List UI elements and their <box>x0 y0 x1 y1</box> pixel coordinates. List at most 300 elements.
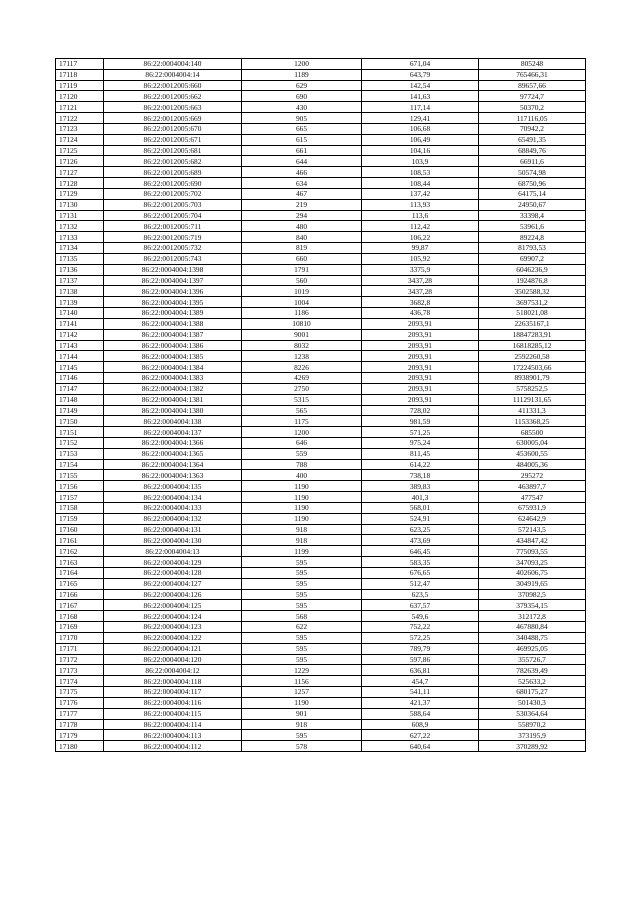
specific-value-cell: 614,22 <box>362 459 479 470</box>
area-cell: 918 <box>242 719 362 730</box>
cadastral-number-cell: 86:22:0004004:126 <box>104 589 242 600</box>
table-row <box>56 697 586 708</box>
row-number-cell: 17127 <box>56 167 104 178</box>
cadastral-number-cell: 86:22:0004004:1384 <box>104 362 242 373</box>
row-number-cell: 17130 <box>56 199 104 210</box>
row-number-cell: 17117 <box>56 59 104 70</box>
row-number-cell: 17128 <box>56 178 104 189</box>
cadastral-number-cell: 86:22:0012005:704 <box>104 210 242 221</box>
cadastral-number-cell: 86:22:0004004:1382 <box>104 383 242 394</box>
specific-value-cell: 2093,91 <box>362 329 479 340</box>
table-row <box>56 329 586 340</box>
table-row <box>56 156 586 167</box>
specific-value-cell: 112,42 <box>362 221 479 232</box>
specific-value-cell: 106,68 <box>362 123 479 134</box>
cadastral-value-cell: 70942,2 <box>479 123 586 134</box>
cadastral-number-cell: 86:22:0004004:1364 <box>104 459 242 470</box>
cadastral-value-cell: 572143,5 <box>479 524 586 535</box>
cadastral-value-cell: 97724,7 <box>479 91 586 102</box>
cadastral-number-cell: 86:22:0004004:132 <box>104 513 242 524</box>
row-number-cell: 17126 <box>56 156 104 167</box>
area-cell: 1200 <box>242 427 362 438</box>
specific-value-cell: 113,93 <box>362 199 479 210</box>
row-number-cell: 17136 <box>56 264 104 275</box>
specific-value-cell: 637,57 <box>362 600 479 611</box>
area-cell: 1190 <box>242 697 362 708</box>
table-row <box>56 502 586 513</box>
specific-value-cell: 421,37 <box>362 697 479 708</box>
cadastral-value-cell: 530364,64 <box>479 708 586 719</box>
cadastral-number-cell: 86:22:0004004:131 <box>104 524 242 535</box>
cadastral-value-table <box>55 58 586 752</box>
cadastral-value-cell: 69907,2 <box>479 253 586 264</box>
specific-value-cell: 104,16 <box>362 145 479 156</box>
row-number-cell: 17133 <box>56 232 104 243</box>
row-number-cell: 17155 <box>56 470 104 481</box>
table-row <box>56 351 586 362</box>
area-cell: 565 <box>242 405 362 416</box>
row-number-cell: 17178 <box>56 719 104 730</box>
row-number-cell: 17129 <box>56 188 104 199</box>
row-number-cell: 17146 <box>56 373 104 384</box>
area-cell: 819 <box>242 243 362 254</box>
specific-value-cell: 106,22 <box>362 232 479 243</box>
row-number-cell: 17174 <box>56 676 104 687</box>
row-number-cell: 17151 <box>56 427 104 438</box>
specific-value-cell: 752,22 <box>362 622 479 633</box>
area-cell: 1791 <box>242 264 362 275</box>
area-cell: 8032 <box>242 340 362 351</box>
cadastral-value-cell: 6046236,9 <box>479 264 586 275</box>
area-cell: 430 <box>242 102 362 113</box>
cadastral-number-cell: 86:22:0004004:134 <box>104 492 242 503</box>
cadastral-number-cell: 86:22:0012005:662 <box>104 91 242 102</box>
row-number-cell: 17125 <box>56 145 104 156</box>
cadastral-value-cell: 50370,2 <box>479 102 586 113</box>
area-cell: 1200 <box>242 59 362 70</box>
cadastral-number-cell: 86:22:0004004:1380 <box>104 405 242 416</box>
row-number-cell: 17131 <box>56 210 104 221</box>
cadastral-value-cell: 477547 <box>479 492 586 503</box>
cadastral-value-cell: 8938901,79 <box>479 373 586 384</box>
cadastral-number-cell: 86:22:0004004:120 <box>104 654 242 665</box>
cadastral-value-cell: 501430,3 <box>479 697 586 708</box>
cadastral-number-cell: 86:22:0004004:1387 <box>104 329 242 340</box>
table-row <box>56 611 586 622</box>
cadastral-value-cell: 402606,75 <box>479 567 586 578</box>
table-row <box>56 578 586 589</box>
cadastral-number-cell: 86:22:0012005:671 <box>104 134 242 145</box>
cadastral-number-cell: 86:22:0012005:669 <box>104 113 242 124</box>
table-row <box>56 167 586 178</box>
specific-value-cell: 623,5 <box>362 589 479 600</box>
row-number-cell: 17179 <box>56 730 104 741</box>
area-cell: 219 <box>242 199 362 210</box>
cadastral-number-cell: 86:22:0004004:1389 <box>104 308 242 319</box>
table-row <box>56 730 586 741</box>
area-cell: 595 <box>242 654 362 665</box>
row-number-cell: 17175 <box>56 687 104 698</box>
table-row <box>56 59 586 70</box>
table-row <box>56 199 586 210</box>
table-row <box>56 708 586 719</box>
table-row <box>56 69 586 80</box>
cadastral-number-cell: 86:22:0004004:125 <box>104 600 242 611</box>
row-number-cell: 17120 <box>56 91 104 102</box>
table-row <box>56 643 586 654</box>
area-cell: 595 <box>242 730 362 741</box>
table-row <box>56 654 586 665</box>
cadastral-number-cell: 86:22:0012005:703 <box>104 199 242 210</box>
cadastral-value-cell: 50574,98 <box>479 167 586 178</box>
specific-value-cell: 117,14 <box>362 102 479 113</box>
cadastral-number-cell: 86:22:0004004:1396 <box>104 286 242 297</box>
cadastral-value-cell: 89657,66 <box>479 80 586 91</box>
area-cell: 660 <box>242 253 362 264</box>
row-number-cell: 17119 <box>56 80 104 91</box>
row-number-cell: 17141 <box>56 318 104 329</box>
area-cell: 595 <box>242 600 362 611</box>
area-cell: 466 <box>242 167 362 178</box>
cadastral-value-cell: 463897,7 <box>479 481 586 492</box>
area-cell: 1238 <box>242 351 362 362</box>
row-number-cell: 17173 <box>56 665 104 676</box>
table-body <box>56 59 586 752</box>
table-row <box>56 513 586 524</box>
row-number-cell: 17145 <box>56 362 104 373</box>
specific-value-cell: 676,65 <box>362 567 479 578</box>
cadastral-number-cell: 86:22:0012005:690 <box>104 178 242 189</box>
area-cell: 2750 <box>242 383 362 394</box>
area-cell: 1190 <box>242 513 362 524</box>
area-cell: 480 <box>242 221 362 232</box>
cadastral-value-cell: 312172,8 <box>479 611 586 622</box>
specific-value-cell: 3375,9 <box>362 264 479 275</box>
specific-value-cell: 623,25 <box>362 524 479 535</box>
cadastral-value-cell: 775093,55 <box>479 546 586 557</box>
table-row <box>56 134 586 145</box>
cadastral-number-cell: 86:22:0004004:121 <box>104 643 242 654</box>
cadastral-number-cell: 86:22:0004004:135 <box>104 481 242 492</box>
table-row <box>56 567 586 578</box>
specific-value-cell: 568,01 <box>362 502 479 513</box>
area-cell: 1019 <box>242 286 362 297</box>
table-row <box>56 113 586 124</box>
cadastral-value-cell: 453600,55 <box>479 448 586 459</box>
table-row <box>56 91 586 102</box>
specific-value-cell: 588,64 <box>362 708 479 719</box>
area-cell: 1186 <box>242 308 362 319</box>
specific-value-cell: 473,69 <box>362 535 479 546</box>
specific-value-cell: 597,86 <box>362 654 479 665</box>
area-cell: 1190 <box>242 492 362 503</box>
table-row <box>56 232 586 243</box>
cadastral-value-cell: 53961,6 <box>479 221 586 232</box>
cadastral-value-cell: 5758252,5 <box>479 383 586 394</box>
specific-value-cell: 646,45 <box>362 546 479 557</box>
specific-value-cell: 141,63 <box>362 91 479 102</box>
cadastral-number-cell: 86:22:0004004:1398 <box>104 264 242 275</box>
area-cell: 918 <box>242 535 362 546</box>
cadastral-value-cell: 295272 <box>479 470 586 481</box>
area-cell: 1189 <box>242 69 362 80</box>
cadastral-value-cell: 685500 <box>479 427 586 438</box>
cadastral-number-cell: 86:22:0004004:1395 <box>104 297 242 308</box>
area-cell: 5315 <box>242 394 362 405</box>
table-row <box>56 589 586 600</box>
cadastral-value-cell: 411331,3 <box>479 405 586 416</box>
cadastral-value-cell: 33398,4 <box>479 210 586 221</box>
specific-value-cell: 2093,91 <box>362 383 479 394</box>
specific-value-cell: 2093,91 <box>362 394 479 405</box>
table-row <box>56 741 586 752</box>
cadastral-value-cell: 370982,5 <box>479 589 586 600</box>
table-row <box>56 600 586 611</box>
specific-value-cell: 113,6 <box>362 210 479 221</box>
row-number-cell: 17168 <box>56 611 104 622</box>
row-number-cell: 17165 <box>56 578 104 589</box>
specific-value-cell: 108,44 <box>362 178 479 189</box>
specific-value-cell: 524,91 <box>362 513 479 524</box>
table-row <box>56 524 586 535</box>
cadastral-number-cell: 86:22:0004004:113 <box>104 730 242 741</box>
area-cell: 644 <box>242 156 362 167</box>
specific-value-cell: 2093,91 <box>362 362 479 373</box>
specific-value-cell: 105,92 <box>362 253 479 264</box>
row-number-cell: 17159 <box>56 513 104 524</box>
cadastral-value-cell: 64175,14 <box>479 188 586 199</box>
row-number-cell: 17124 <box>56 134 104 145</box>
cadastral-number-cell: 86:22:0012005:663 <box>104 102 242 113</box>
area-cell: 1190 <box>242 502 362 513</box>
table-row <box>56 264 586 275</box>
cadastral-value-cell: 373195,9 <box>479 730 586 741</box>
specific-value-cell: 3437,28 <box>362 286 479 297</box>
cadastral-value-cell: 18847283,91 <box>479 329 586 340</box>
specific-value-cell: 3437,28 <box>362 275 479 286</box>
row-number-cell: 17134 <box>56 243 104 254</box>
specific-value-cell: 99,87 <box>362 243 479 254</box>
cadastral-number-cell: 86:22:0004004:137 <box>104 427 242 438</box>
cadastral-value-cell: 89224,8 <box>479 232 586 243</box>
row-number-cell: 17139 <box>56 297 104 308</box>
area-cell: 661 <box>242 145 362 156</box>
area-cell: 629 <box>242 80 362 91</box>
table-row <box>56 286 586 297</box>
cadastral-value-cell: 347093,25 <box>479 557 586 568</box>
table-row <box>56 275 586 286</box>
area-cell: 10810 <box>242 318 362 329</box>
specific-value-cell: 728,02 <box>362 405 479 416</box>
table-row <box>56 308 586 319</box>
area-cell: 1004 <box>242 297 362 308</box>
row-number-cell: 17160 <box>56 524 104 535</box>
table-row <box>56 221 586 232</box>
table-row <box>56 492 586 503</box>
area-cell: 595 <box>242 643 362 654</box>
cadastral-number-cell: 86:22:0004004:124 <box>104 611 242 622</box>
table-row <box>56 676 586 687</box>
row-number-cell: 17177 <box>56 708 104 719</box>
specific-value-cell: 2093,91 <box>362 351 479 362</box>
cadastral-value-cell: 355726,7 <box>479 654 586 665</box>
area-cell: 634 <box>242 178 362 189</box>
cadastral-value-cell: 304919,65 <box>479 578 586 589</box>
table-row <box>56 632 586 643</box>
table-row <box>56 253 586 264</box>
cadastral-number-cell: 86:22:0004004:114 <box>104 719 242 730</box>
area-cell: 622 <box>242 622 362 633</box>
cadastral-number-cell: 86:22:0004004:133 <box>104 502 242 513</box>
specific-value-cell: 541,11 <box>362 687 479 698</box>
cadastral-value-cell: 469925,05 <box>479 643 586 654</box>
cadastral-number-cell: 86:22:0012005:689 <box>104 167 242 178</box>
area-cell: 918 <box>242 524 362 535</box>
cadastral-number-cell: 86:22:0004004:130 <box>104 535 242 546</box>
table-row <box>56 622 586 633</box>
specific-value-cell: 571,25 <box>362 427 479 438</box>
row-number-cell: 17137 <box>56 275 104 286</box>
cadastral-number-cell: 86:22:0004004:1386 <box>104 340 242 351</box>
row-number-cell: 17152 <box>56 437 104 448</box>
table-row <box>56 394 586 405</box>
row-number-cell: 17169 <box>56 622 104 633</box>
row-number-cell: 17163 <box>56 557 104 568</box>
cadastral-number-cell: 86:22:0012005:743 <box>104 253 242 264</box>
area-cell: 1190 <box>242 481 362 492</box>
cadastral-value-cell: 1924876,8 <box>479 275 586 286</box>
area-cell: 595 <box>242 632 362 643</box>
cadastral-value-cell: 518021,08 <box>479 308 586 319</box>
cadastral-value-cell: 675931,9 <box>479 502 586 513</box>
cadastral-value-cell: 370289,92 <box>479 741 586 752</box>
row-number-cell: 17157 <box>56 492 104 503</box>
table-row <box>56 459 586 470</box>
table-row <box>56 373 586 384</box>
specific-value-cell: 401,3 <box>362 492 479 503</box>
cadastral-value-cell: 24950,67 <box>479 199 586 210</box>
cadastral-value-cell: 805248 <box>479 59 586 70</box>
cadastral-value-cell: 17224503,66 <box>479 362 586 373</box>
cadastral-number-cell: 86:22:0012005:681 <box>104 145 242 156</box>
cadastral-number-cell: 86:22:0004004:1363 <box>104 470 242 481</box>
area-cell: 840 <box>242 232 362 243</box>
specific-value-cell: 738,18 <box>362 470 479 481</box>
cadastral-number-cell: 86:22:0004004:117 <box>104 687 242 698</box>
table-row <box>56 427 586 438</box>
cadastral-number-cell: 86:22:0012005:682 <box>104 156 242 167</box>
row-number-cell: 17148 <box>56 394 104 405</box>
area-cell: 595 <box>242 589 362 600</box>
table-row <box>56 470 586 481</box>
row-number-cell: 17118 <box>56 69 104 80</box>
row-number-cell: 17122 <box>56 113 104 124</box>
row-number-cell: 17180 <box>56 741 104 752</box>
cadastral-value-cell: 65491,35 <box>479 134 586 145</box>
area-cell: 559 <box>242 448 362 459</box>
cadastral-value-cell: 117116,05 <box>479 113 586 124</box>
specific-value-cell: 103,9 <box>362 156 479 167</box>
row-number-cell: 17170 <box>56 632 104 643</box>
area-cell: 1199 <box>242 546 362 557</box>
area-cell: 595 <box>242 557 362 568</box>
cadastral-number-cell: 86:22:0004004:138 <box>104 416 242 427</box>
specific-value-cell: 389,83 <box>362 481 479 492</box>
cadastral-number-cell: 86:22:0004004:1365 <box>104 448 242 459</box>
row-number-cell: 17164 <box>56 567 104 578</box>
area-cell: 1156 <box>242 676 362 687</box>
row-number-cell: 17156 <box>56 481 104 492</box>
cadastral-value-cell: 16818285,12 <box>479 340 586 351</box>
area-cell: 615 <box>242 134 362 145</box>
specific-value-cell: 2093,91 <box>362 373 479 384</box>
area-cell: 788 <box>242 459 362 470</box>
table-row <box>56 383 586 394</box>
table-row <box>56 210 586 221</box>
cadastral-value-cell: 624642,9 <box>479 513 586 524</box>
area-cell: 646 <box>242 437 362 448</box>
area-cell: 1229 <box>242 665 362 676</box>
table-row <box>56 362 586 373</box>
cadastral-number-cell: 86:22:0004004:13 <box>104 546 242 557</box>
row-number-cell: 17138 <box>56 286 104 297</box>
row-number-cell: 17162 <box>56 546 104 557</box>
specific-value-cell: 137,42 <box>362 188 479 199</box>
table-row <box>56 178 586 189</box>
specific-value-cell: 975,24 <box>362 437 479 448</box>
area-cell: 578 <box>242 741 362 752</box>
cadastral-number-cell: 86:22:0004004:116 <box>104 697 242 708</box>
area-cell: 595 <box>242 567 362 578</box>
cadastral-value-cell: 434847,42 <box>479 535 586 546</box>
area-cell: 9001 <box>242 329 362 340</box>
cadastral-number-cell: 86:22:0004004:1397 <box>104 275 242 286</box>
cadastral-number-cell: 86:22:0004004:140 <box>104 59 242 70</box>
cadastral-number-cell: 86:22:0004004:115 <box>104 708 242 719</box>
cadastral-value-cell: 340488,75 <box>479 632 586 643</box>
area-cell: 568 <box>242 611 362 622</box>
cadastral-number-cell: 86:22:0004004:129 <box>104 557 242 568</box>
table-row <box>56 437 586 448</box>
specific-value-cell: 512,47 <box>362 578 479 589</box>
cadastral-value-cell: 3697531,2 <box>479 297 586 308</box>
area-cell: 595 <box>242 578 362 589</box>
cadastral-value-cell: 22635167,1 <box>479 318 586 329</box>
cadastral-number-cell: 86:22:0004004:1385 <box>104 351 242 362</box>
row-number-cell: 17172 <box>56 654 104 665</box>
specific-value-cell: 572,25 <box>362 632 479 643</box>
row-number-cell: 17142 <box>56 329 104 340</box>
table-row <box>56 405 586 416</box>
cadastral-number-cell: 86:22:0004004:122 <box>104 632 242 643</box>
specific-value-cell: 436,78 <box>362 308 479 319</box>
specific-value-cell: 640,64 <box>362 741 479 752</box>
cadastral-number-cell: 86:22:0004004:1366 <box>104 437 242 448</box>
row-number-cell: 17143 <box>56 340 104 351</box>
row-number-cell: 17153 <box>56 448 104 459</box>
area-cell: 1175 <box>242 416 362 427</box>
cadastral-value-cell: 765466,31 <box>479 69 586 80</box>
cadastral-number-cell: 86:22:0012005:660 <box>104 80 242 91</box>
specific-value-cell: 549,6 <box>362 611 479 622</box>
cadastral-value-cell: 379354,15 <box>479 600 586 611</box>
row-number-cell: 17171 <box>56 643 104 654</box>
table-row <box>56 80 586 91</box>
cadastral-value-cell: 68750,96 <box>479 178 586 189</box>
specific-value-cell: 636,81 <box>362 665 479 676</box>
table-row <box>56 416 586 427</box>
table-row <box>56 102 586 113</box>
